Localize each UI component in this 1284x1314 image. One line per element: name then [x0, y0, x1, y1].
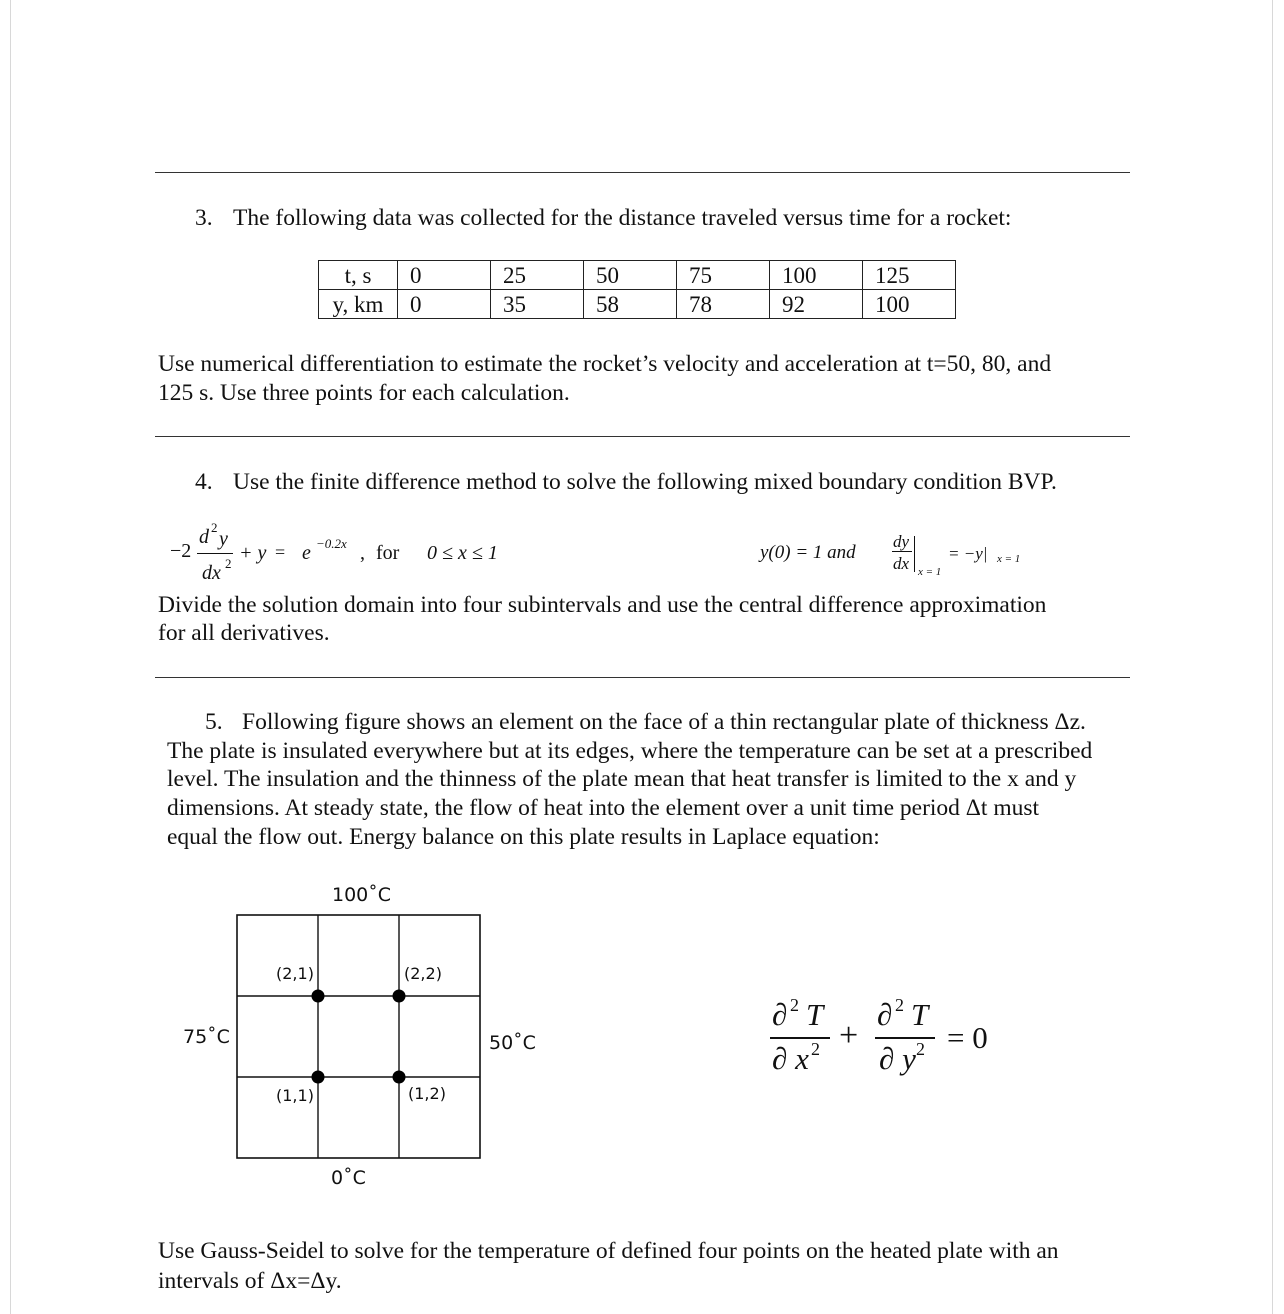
table-cell: 100 — [770, 261, 863, 290]
node-2-2-dot — [393, 990, 406, 1003]
problem-5-instruction-1: Use Gauss-Seidel to solve for the temperature of defined four points on the heated plate with an — [158, 1238, 1059, 1264]
bc-at-1: x = 1 — [918, 566, 942, 578]
problem-3-instruction-1: Use numerical differentiation to estimate the rocket’s velocity and acceleration at t=50, 80, and — [158, 351, 1052, 377]
table-cell: 50 — [584, 261, 677, 290]
eq-d: d — [199, 526, 209, 548]
eq-e: e — [302, 542, 311, 564]
problem-4-number: 4. — [195, 469, 213, 495]
problem-4-instruction-2: for all derivatives. — [158, 620, 330, 646]
problem-5-line-5: equal the flow out. Energy balance on this plate results in Laplace equation: — [167, 824, 880, 850]
laplace-partial-1: ∂ — [772, 997, 788, 1032]
laplace-den-x: ∂ x — [772, 1041, 809, 1076]
table-cell: 75 — [677, 261, 770, 290]
laplace-den-y: ∂ y — [879, 1041, 916, 1076]
top-temperature: 100˚C — [332, 884, 392, 906]
eq-domain: 0 ≤ x ≤ 1 — [427, 542, 498, 564]
plate-outline — [237, 915, 480, 1158]
laplace-sup-1: 2 — [790, 995, 799, 1015]
laplace-equals-zero: = 0 — [947, 1020, 988, 1055]
problem-5-line-3: level. The insulation and the thinness of the plate mean that heat transfer is limited to the x and y — [167, 766, 1077, 792]
eq-sup-2b: 2 — [225, 556, 232, 571]
laplace-sup-y: 2 — [916, 1039, 925, 1059]
problem-3-instruction-2: 125 s. Use three points for each calculation. — [158, 380, 570, 406]
problem-3-number: 3. — [195, 205, 213, 231]
node-1-1-dot — [312, 1071, 325, 1084]
laplace-sup-x: 2 — [811, 1039, 820, 1059]
eq-plus-y: + y — [239, 542, 267, 564]
problem-4-instruction-1: Divide the solution domain into four subintervals and use the central difference approximation — [158, 592, 1047, 618]
problem-5-number: 5. — [205, 709, 223, 735]
table-cell: 100 — [863, 290, 956, 319]
node-2-1-dot — [312, 990, 325, 1003]
table-cell: 58 — [584, 290, 677, 319]
bc-left: y(0) = 1 and — [760, 542, 856, 563]
node-1-2-dot — [393, 1071, 406, 1084]
eq-minus-two: −2 — [170, 540, 192, 562]
laplace-sup-2: 2 — [895, 995, 904, 1015]
table-cell: 0 — [398, 290, 491, 319]
table-cell: 78 — [677, 290, 770, 319]
laplace-partial-2: ∂ — [877, 997, 893, 1032]
row-label-y: y, km — [319, 290, 398, 319]
node-label-1-2: (1,2) — [408, 1084, 446, 1103]
laplace-plus: + — [839, 1017, 859, 1054]
table-cell: 35 — [491, 290, 584, 319]
bc-dy: dy — [893, 532, 910, 551]
eq-y: y — [219, 528, 228, 550]
problem-5-line-1: Following figure shows an element on the face of a thin rectangular plate of thickness Δz. — [242, 709, 1086, 735]
laplace-T-2: T — [911, 997, 929, 1032]
eq-sup-2: 2 — [211, 520, 218, 535]
fraction-bar — [875, 1037, 935, 1039]
bottom-temperature: 0˚C — [331, 1167, 366, 1189]
fraction-bar — [770, 1037, 830, 1039]
problem-3-statement: The following data was collected for the distance traveled versus time for a rocket: — [233, 205, 1012, 231]
eq-equals: = — [275, 542, 286, 562]
bc-right: = −y| — [948, 544, 988, 563]
eq-comma: , — [360, 542, 365, 564]
eq-exponent: −0.2x — [316, 536, 347, 551]
problem-4-statement: Use the finite difference method to solve the following mixed boundary condition BVP. — [233, 469, 1057, 495]
right-temperature: 50˚C — [489, 1032, 536, 1054]
bc-right-sub: x = 1 — [997, 553, 1021, 565]
table-cell: 92 — [770, 290, 863, 319]
left-temperature: 75˚C — [183, 1026, 230, 1048]
problem-5-instruction-2: intervals of Δx=Δy. — [158, 1268, 342, 1294]
problem-5-line-4: dimensions. At steady state, the flow of heat into the element over a unit time period Δt must — [167, 795, 1040, 821]
eq-dx: dx — [202, 562, 221, 584]
eq-for: for — [376, 542, 400, 564]
node-label-2-1: (2,1) — [276, 964, 314, 983]
laplace-T-1: T — [806, 997, 824, 1032]
table-cell: 25 — [491, 261, 584, 290]
node-label-2-2: (2,2) — [404, 964, 442, 983]
table-cell: 125 — [863, 261, 956, 290]
problem-5-line-2: The plate is insulated everywhere but at its edges, where the temperature can be set at a prescribed — [167, 738, 1093, 764]
table-cell: 0 — [398, 261, 491, 290]
node-label-1-1: (1,1) — [276, 1086, 314, 1105]
row-label-t: t, s — [319, 261, 398, 290]
bc-dx: dx — [893, 554, 910, 573]
